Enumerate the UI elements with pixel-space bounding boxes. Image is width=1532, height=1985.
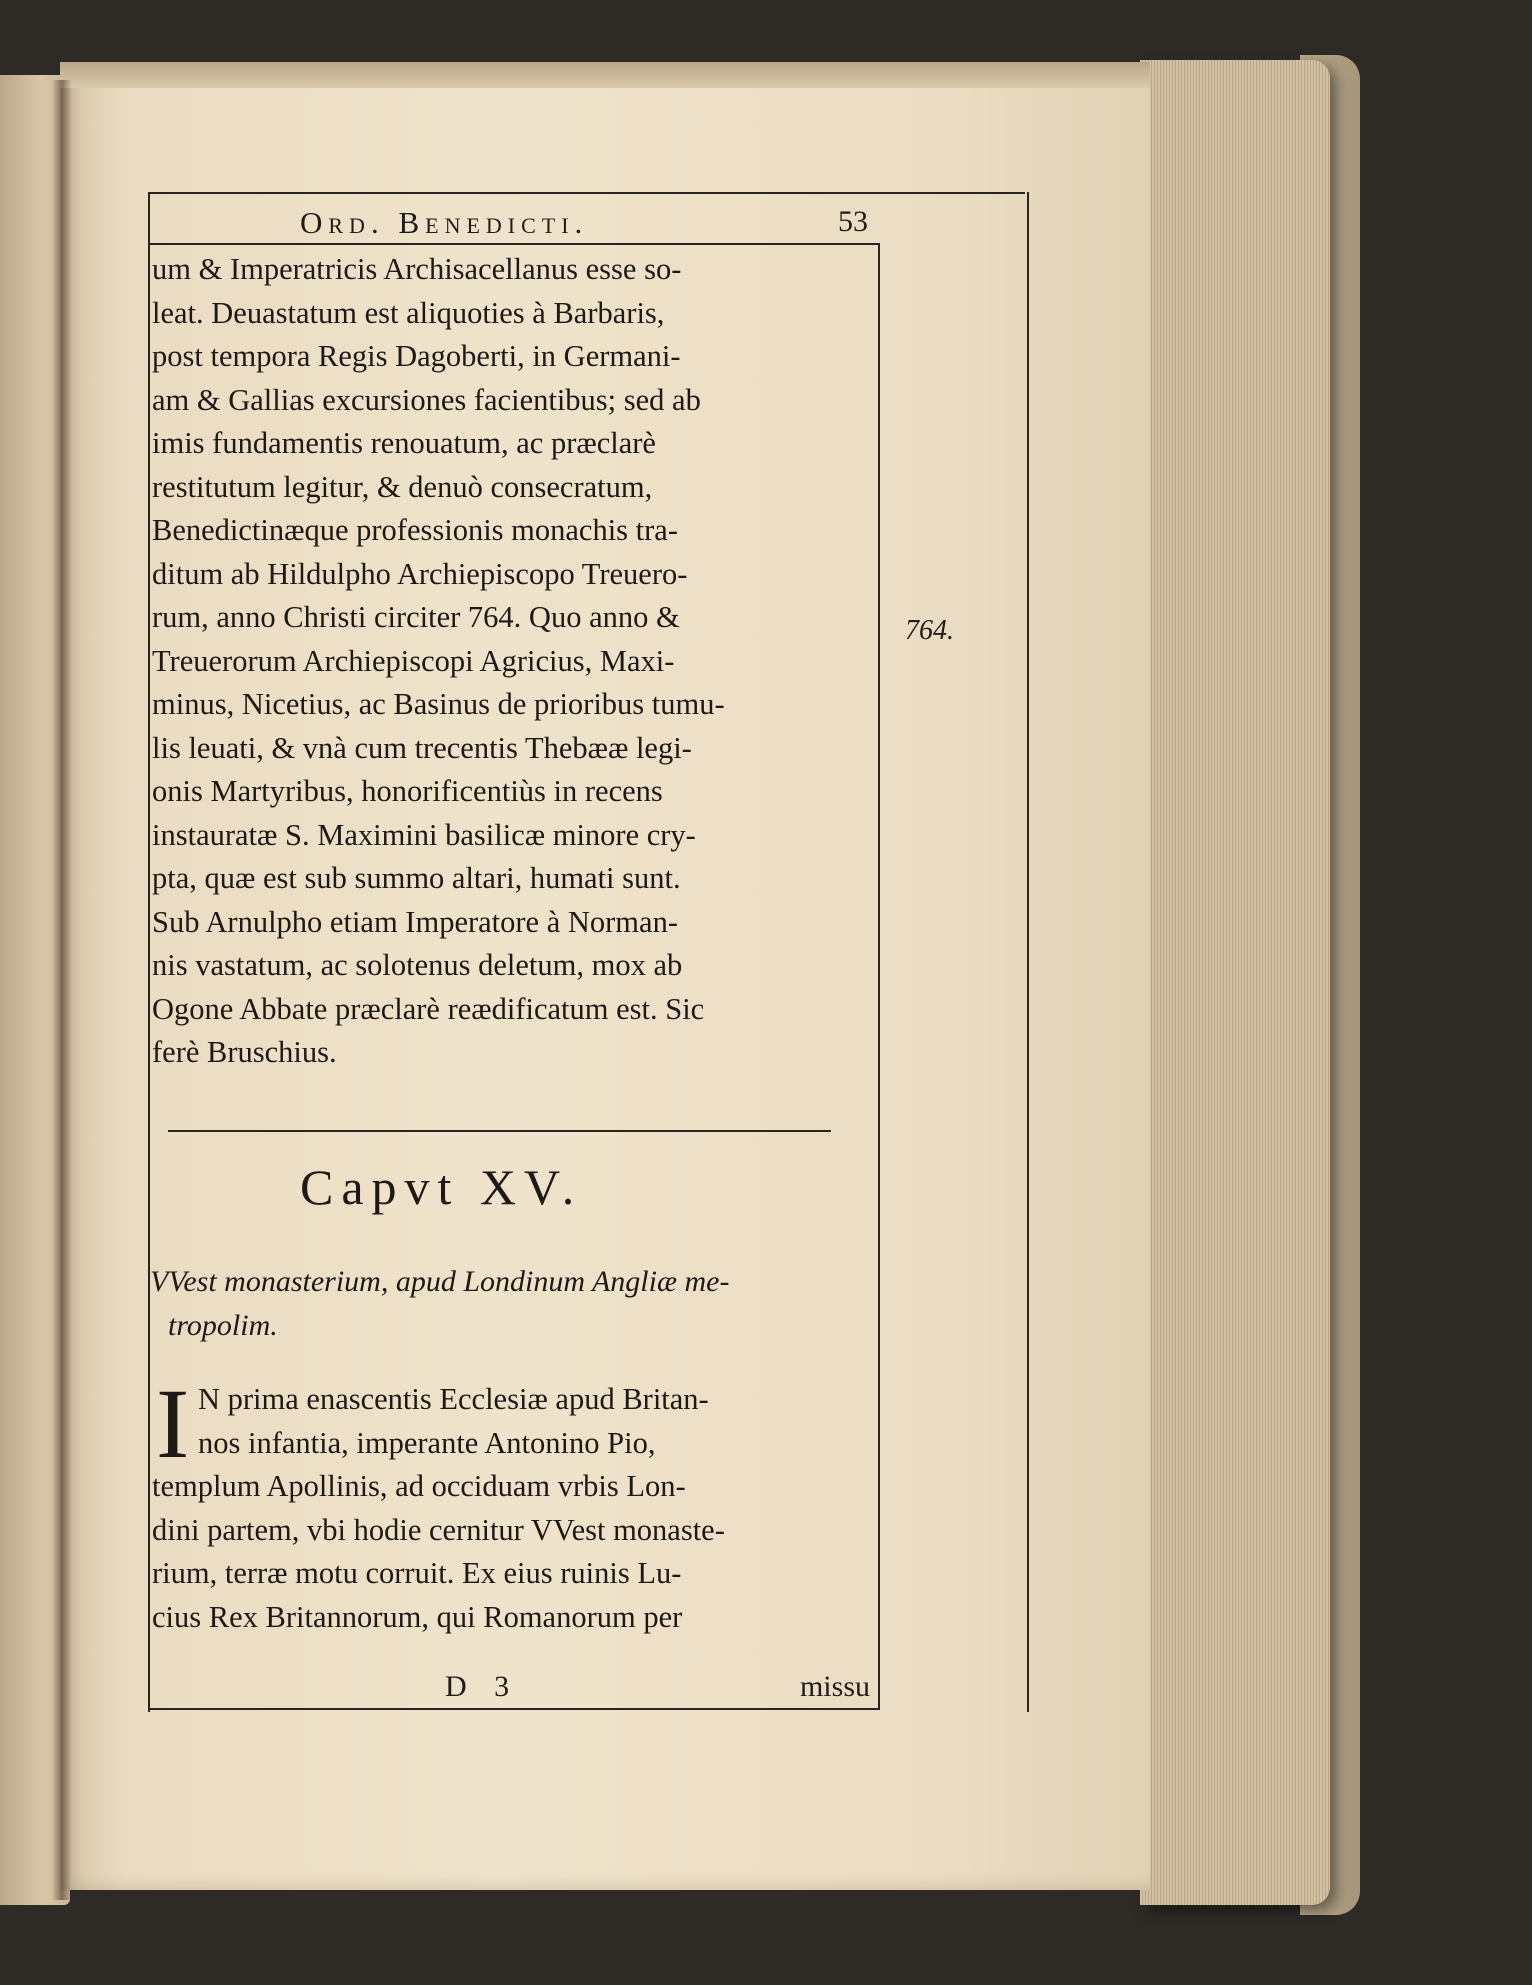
text-line: am & Gallias excursiones facientibus; sed ab (152, 382, 701, 417)
chapter-subtitle (150, 1260, 875, 1348)
drop-cap: I (156, 1368, 190, 1479)
text-line: rium, terræ motu corruit. Ex eius ruinis Lu- (152, 1556, 682, 1590)
text-line: ferè Bruschius. (152, 1035, 337, 1069)
page-block-edge (1140, 60, 1330, 1905)
subtitle-line: tropolim. (168, 1309, 278, 1342)
text-line: um & Imperatricis Archisacellanus esse so- (152, 252, 682, 286)
text-line: dini partem, vbi hodie cernitur VVest monaste- (152, 1512, 725, 1547)
text-line: Ogone Abbate præclarè reædificatum est. Sic (152, 991, 705, 1026)
bottom-rule (148, 1708, 878, 1710)
text-line: restitutum legitur, & denuò consecratum, (152, 469, 653, 504)
text-line: rum, anno Christi circiter 764. Quo anno & (152, 600, 680, 634)
catchword: missu (799, 1670, 870, 1703)
text-line: nis vastatum, ac solotenus deletum, mox ab (152, 948, 683, 982)
text-line: onis Martyribus, honorificentiùs in recens (152, 774, 663, 808)
text-line: instauratæ S. Maximini basilicæ minore cry- (152, 817, 696, 852)
text-line: ditum ab Hildulpho Archiepiscopo Treuero- (152, 556, 688, 591)
text-line: post tempora Regis Dagoberti, in Germani- (152, 339, 681, 373)
header-rule (148, 243, 878, 245)
text-line: Benedictinæque professionis monachis tra- (152, 513, 679, 547)
headband (60, 62, 1150, 88)
text-line: minus, Nicetius, ac Basinus de prioribus tumu- (152, 687, 725, 721)
page-number: 53 (838, 205, 868, 238)
text-line: N prima enascentis Ecclesiæ apud Britan- (198, 1382, 709, 1416)
running-title: Ord. Benedicti. (300, 205, 589, 240)
margin-column-line (878, 243, 880, 1710)
subtitle-line: VVest monasterium, apud Londinum Angliæ me- (150, 1265, 730, 1298)
text-line: imis fundamentis renouatum, ac præclarè (152, 426, 656, 460)
text-line: Sub Arnulpho etiam Imperatore à Norman- (152, 904, 678, 939)
chapter-paragraph (152, 1368, 874, 1639)
chapter-rule (168, 1130, 831, 1132)
text-line: nos infantia, imperante Antonino Pio, (198, 1425, 656, 1460)
text-line: pta, quæ est sub summo altari, humati sunt. (152, 861, 681, 895)
signature-mark: D 3 (445, 1670, 520, 1703)
body-text (152, 248, 874, 1075)
spine-shadow (52, 80, 72, 1900)
chapter-title: Capvt XV. (300, 1159, 583, 1215)
top-rule (148, 192, 1025, 194)
margin-note-year: 764. (905, 615, 954, 646)
text-line: lis leuati, & vnà cum trecentis Thebææ legi- (152, 730, 692, 765)
text-line: leat. Deuastatum est aliquoties à Barbaris, (152, 295, 665, 330)
text-line: cius Rex Britannorum, qui Romanorum per (152, 1599, 683, 1634)
text-line: Treuerorum Archiepiscopi Agricius, Maxi- (152, 643, 675, 678)
text-line: templum Apollinis, ad occiduam vrbis Lon- (152, 1469, 686, 1503)
